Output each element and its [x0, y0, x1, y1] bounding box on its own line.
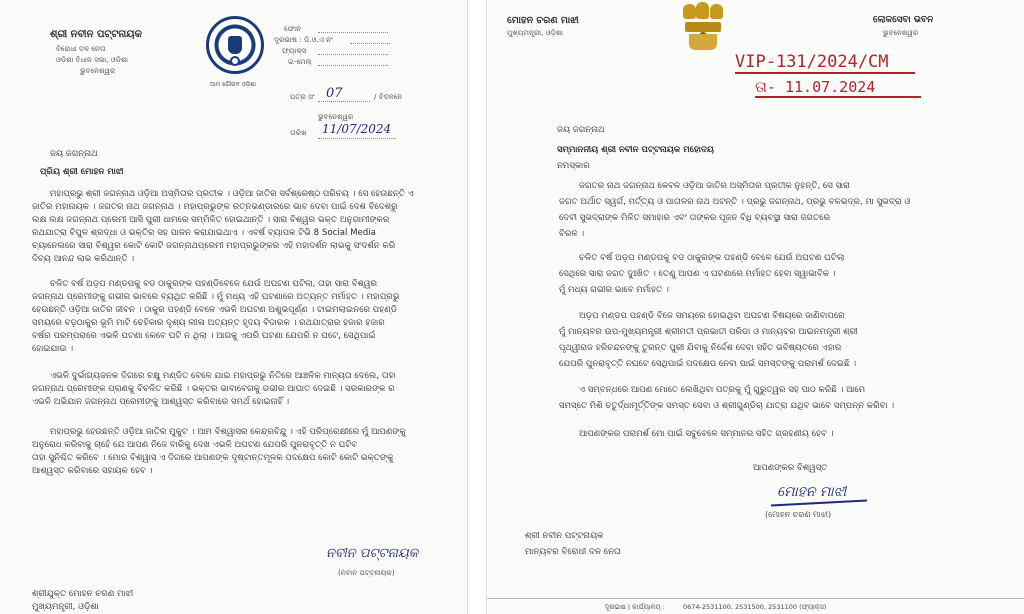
left-recipient-title: ମୁଖ୍ୟମନ୍ତ୍ରୀ, ଓଡ଼ିଶା [32, 602, 99, 612]
right-recipient-title: ମାନ୍ୟବର ବିରୋଧୀ ଦଳ ନେତା [525, 547, 621, 557]
right-closing-line: ଆପଣଙ୍କର ପରାମର୍ଶ ମୋ ପାଇଁ ସବୁବେଳେ ସମ୍ମାନର ସହିତ ଗ୍ରହଣୀୟ ହେବ । [579, 429, 834, 439]
footer-phone-label: ଦୂରଭାଷ | କାର୍ଯ୍ୟାଳୟ : [605, 603, 665, 611]
reference-number-stamp: VIP-131/2024/CM [735, 52, 889, 72]
right-address-building: ଲୋକସେବା ଭବନ [873, 15, 934, 25]
right-body-line: ସମସ୍ତେ ମିଶି ଚତୁର୍ଦ୍ଧାମୂର୍ତ୍ତିଙ୍କ ସମସ୍ତ ସେବା ଓ ଶ୍ରୀଗୁଣ୍ଡିଚା ଯାତ୍ରା ଯଥିବ ଭାବେ ସମ୍ପନ୍ନ କରିବା । [559, 401, 895, 411]
contact-email-label: ଇ-ମେଲ୍ [288, 57, 312, 66]
right-sender-name: ମୋହନ ଚରଣ ମାଝୀ [507, 15, 579, 26]
right-body-line: ପୃଥ୍ୱୀରାଜ ହରିଚନ୍ଦନଙ୍କୁ ତୁରନ୍ତ ପୁରୀ ଯିବାକୁ ନିର୍ଦ୍ଦେଶ ଦେବା ସହିତ ଭବିଷ୍ୟତରେ ଏହାର [559, 343, 842, 353]
left-body-line: ରଥଯାତ୍ରା ବିପୁଳ ଶ୍ରଦ୍ଧା ଓ ଭକ୍ତିର ସହ ପାଳନ କରାଯାଇଥାଏ । ଏବର୍ଷ ବ୍ୟାପକ ଟିଭି 8 Social Media [32, 228, 376, 238]
right-body-line: ସେଥିରେ ସାରା ଜଗତ ଦୁଃଖିତ । ତେଣୁ ଆପଣ ଏ ଘଟଣାରେ ମର୍ମାହତ ହେବା ସ୍ୱାଭାବିକ । [559, 269, 836, 279]
letter-number-label: ପତ୍ର ସଂ [290, 92, 315, 101]
left-body-line: ବର୍ଷର ପରମ୍ପରାରେ ଏଭଳି ଘଟଣା କେବେ ଘଟି ନ ଥିଲା । ଆଗକୁ ଏପରି ଘଟଣା ଯେପରି ନ ଘଟେ, ସେଥିପାଇଁ [32, 331, 376, 341]
letter-number-value: 07 [326, 86, 343, 101]
left-body-line: ଜଗନ୍ନାଥ ପ୍ରେମୀଙ୍କ ପ୍ରାଣକୁ ବିଚଳିତ କରିଛି । ଭକ୍ତର ଭାବାବେଗକୁ ଗଭୀର ଆଘାତ ଦେଇଛି । ସରକାରଙ୍କ ର [32, 384, 395, 394]
contact-fax-label: ଫ୍ୟାକ୍ସ [282, 46, 307, 55]
right-address-city: ଭୁବନେଶ୍ୱର [883, 28, 919, 37]
right-body-line: ଏ ସମ୍ବନ୍ଧରେ ଆପଣ ମୋତେ ଲେଖିଥିବା ପତ୍ରକୁ ମୁଁ ଗୁରୁତ୍ୱର ସହ ପାଠ କରିଛି । ଆମେ [579, 385, 866, 395]
left-signature-name: (ନବୀନ ପଟ୍ଟନାୟକ) [338, 568, 395, 577]
right-body-line: ମୁଁ ମଧ୍ୟ ଗଭୀର ଭାବେ ମର୍ମାହତ । [559, 285, 669, 295]
right-invocation: ଜୟ ଜଗନ୍ନାଥ [557, 125, 605, 135]
left-body-line: ଲକ୍ଷ ଲକ୍ଷ ଜଗନ୍ନାଥ ପ୍ରେମୀ ଆସି ପୁରୀ ଧାମରେ ସମ୍ମିଳିତ ହୋଇଥାନ୍ତି । ସାରା ବିଶ୍ୱର ଭକ୍ତ ଅନୁଗାମୀଙ୍କର [32, 215, 390, 225]
left-body-line: ସମୟରେ ବଡ଼ଠାକୁର ଭୂମି ମାଟି ଚେହିକାର ଦୃଶ୍ୟ ଲୀଳା ଅତ୍ୟନ୍ତ ହୃଦୟ ବିଦାରକ । ରଥଯାତ୍ରାର ହଜାର ହଜାର [32, 318, 385, 328]
right-body-line: ବିରଳ । [559, 229, 585, 239]
footer-phone-numbers: 0674-2531100, 2531500, 2531100 (ଫ୍ୟାକ୍ସ) [683, 603, 827, 611]
left-body-line: ହେଉଛନ୍ତି ଓଡ଼ିଆ ଜାତିର ଜୀବନ । ଠାକୁର ପହଣ୍ଡି ବେଳେ ଏଭଳି ଅଘଟଣ ଅଶୁଭପୂର୍ଣ୍ଣ । ଟାଇମଲାଇନରେ ପହଣ୍ଡି [32, 305, 398, 315]
left-body-line: ଚଳିତ ବର୍ଷ ଅଡ଼ପ ମଣ୍ଡପକୁ ବଡ ଠାକୁରଙ୍କ ପହଣ୍ଡିବେଳେ ଯେଉଁ ଅଘଟଣ ଘଟିଲା, ତାହା ସାରା ବିଶ୍ୱର [50, 279, 378, 289]
right-signature: ମୋହନ ମାଝୀ [777, 484, 847, 500]
right-greeting: ନମସ୍କାର [557, 161, 590, 171]
right-sender-title: ମୁଖ୍ୟମନ୍ତ୍ରୀ, ଓଡ଼ିଶା [507, 28, 563, 37]
left-body-line: ତାହା ସୁନିଶ୍ଚିତ କରିବେ । ମୋର ବିଶ୍ୱାସ ଏ ଦିଗରେ ଆପଣଙ୍କ ଦୃଷ୍ଟାନ୍ତମୂଳକ ପଦକ୍ଷେପ କୋଟି କୋଟି ଭକ୍ତଙ୍କୁ [32, 453, 394, 463]
right-addressee: ସମ୍ମାନନୀୟ ଶ୍ରୀ ନବୀନ ପଟ୍ଟନାୟକ ମହୋଦୟ [557, 145, 714, 155]
left-body-line: ଏଭଳି ଦୁର୍ଭାଗ୍ୟଜନକ ଦିଗରେ ଚକ୍ଷୁ ମଣ୍ଡିତ ବେଳେ ଯାଇ ମହାପ୍ରଭୁ ନିତିରେ ଆଞ୍ଚଳିକ ମାନ୍ୟତା ଦେଲେ, ତାହା [50, 371, 396, 381]
right-body-line: ଜଗତ ଅର୍ଥାତ ସ୍ୱର୍ଗ, ମର୍ତ୍ତ୍ୟ ଓ ପାତାଳର ନାଥ ଅଟନ୍ତି । ପ୍ରଭୁ ଜଗନ୍ନାଥ, ପ୍ରଭୁ ବଳଭଦ୍ର, ମା ସୁଭଦ୍ରା ଓ [559, 197, 911, 207]
right-body-line: ଯେପରି ପୁନରାବୃତ୍ତି ନଘଟେ ସେଥିପାଇଁ ପଦକ୍ଷେପ ନେବା ପାଇଁ ସମସ୍ତଙ୍କୁ ପରାମର୍ଶ ଦେଇଛି । [559, 359, 857, 369]
left-signature: ନବୀନ ପଟ୍ଟନାୟକ [326, 546, 419, 561]
left-letter [0, 0, 468, 614]
ashoka-emblem-icon [683, 2, 723, 54]
left-sender-assembly: ଓଡ଼ିଶା ବିଧାନ ସଭା, ଓଡ଼ିଶା [56, 55, 129, 64]
left-body-line: ଏଭଳି ଅଭିଯାନ ଜଗନ୍ନାଥ ପ୍ରେମୀଙ୍କୁ ଆଶ୍ୱସ୍ତ କରିବାରେ ସମର୍ଥ ହୋଇନାହିଁ । [32, 397, 290, 407]
left-body-line: ଆଶ୍ୱସ୍ତ କରିବାରେ ସହାୟକ ହେବ । [32, 466, 153, 476]
left-invocation: ଜୟ ଜଗନ୍ନାଥ [50, 149, 98, 159]
right-yours: ଆପଣଙ୍କର ବିଶ୍ୱସ୍ତ [753, 463, 828, 473]
right-body-line: ଦେବୀ ସୁଭଦ୍ରାଙ୍କ ମିଳିତ ସମାହାର ଏବଂ ତାଙ୍କର ପୂଜନ ବିଧି ବ୍ୟବସ୍ଥା ସାରା ଜଗତରେ [559, 213, 831, 223]
right-signature-name: (ମୋହନ ଚରଣ ମାଝୀ) [765, 510, 832, 519]
right-recipient-name: ଶ୍ରୀ ନବୀନ ପଟ୍ଟନାୟକ [525, 531, 604, 541]
left-body-line: ଜଗନ୍ନାଥ ପ୍ରେମୀଙ୍କୁ ଗଭୀର ଭାବରେ ବ୍ୟଥିତ କରିଛି । ମୁଁ ମଧ୍ୟ ଏହି ଘଟଣାରେ ଅତ୍ୟନ୍ତ ମର୍ମାହତ । ମହାପ୍ରଭୁ [32, 292, 400, 302]
letter-place: ଭୁବନେଶ୍ୱର [318, 112, 354, 121]
left-body-line: ଚ୍ୟାନେଲରେ ସାରା ବିଶ୍ୱର କୋଟି କୋଟି ଜଗନ୍ନାଥପ୍ରେମୀ ମହାପ୍ରଭୁଙ୍କର ଏହି ମହାଦର୍ଶନ ଲାଭକୁ ସଂଦର୍ଶନ କରି [32, 241, 396, 251]
left-body-line: ହୋଇଯାଉ । [32, 344, 74, 354]
date-value: 11/07/2024 [322, 122, 392, 136]
left-sender-city: ଭୁବନେଶ୍ୱର [80, 66, 116, 75]
left-body-line: ଜାତିର ମହାନାୟକ । ଜଗତର ନାଥ ଜଗନ୍ନାଥ । ମହାପ୍ରଭୁଙ୍କ ରତ୍ନଭଣ୍ଡାରରେ ଭାବ ଦେବା ପାଇଁ ଦେଶ ବିଦେଶରୁ [32, 202, 398, 212]
date-stamp: ତା- 11.07.2024 [755, 78, 876, 96]
emblem-caption: ଆମ ଗୌରବ ଓଡ଼ିଶା [210, 81, 256, 88]
contact-office-label: ଦୂରଭାଷ : ଡି.ଓ.ଏ ନଂ [274, 35, 333, 44]
left-body-line: ମହାପ୍ରଭୁ ଶ୍ରୀ ଜଗନ୍ନାଥ ଓଡ଼ିଆ ଅସ୍ମିତାର ପ୍ରତୀକ । ଓଡ଼ିଆ ଜାତିର ସର୍ବଶ୍ରେଷ୍ଠ ପରିଚୟ । ସେ ହେଉଛନ୍ତି ଏ [50, 189, 414, 199]
right-body-line: ଜଗତର ନାଥ ଜଗନ୍ନାଥ କେବଳ ଓଡ଼ିଆ ଜାତିର ଅସ୍ମିତାର ପ୍ରତୀକ ନୁହନ୍ତି, ସେ ସାରା [579, 181, 850, 191]
right-letter [486, 0, 1024, 614]
left-body-line: ମହାପ୍ରଭୁ ହେଉଛନ୍ତି ଓଡ଼ିଆ ଜାତିର ମୁକୁଟ । ଆମ ବିଶ୍ୱାସର କେନ୍ଦ୍ରବିନ୍ଦୁ । ଏହି ପରିପ୍ରେକ୍ଷୀରେ ମୁଁ ଆପଣଙ୍କୁ [50, 427, 406, 437]
left-sender-name: ଶ୍ରୀ ନବୀନ ପଟ୍ଟନାୟକ [50, 29, 142, 40]
footer-divider [487, 598, 1024, 599]
right-body-line: ମୁଁ ମାନ୍ୟବର ଉପ-ମୁଖ୍ୟମନ୍ତ୍ରୀ ଶ୍ରୀମତୀ ପ୍ରଭାତୀ ପରିଡା ଓ ମାନ୍ୟବର ଆଇନମନ୍ତ୍ରୀ ଶ୍ରୀ [559, 327, 858, 337]
left-recipient-name: ଶ୍ରୀଯୁକ୍ତ ମୋହନ ଚରଣ ମାଝୀ [32, 589, 134, 599]
right-body-line: ଅଡ଼ପ ମଣ୍ଡପ ପହଣ୍ଡି ବିଜେ ସମୟରେ ହୋଇଥିବା ଅଘଟଣ ବିଷୟରେ ଜାଣିବାପରେ [579, 311, 845, 321]
odisha-emblem-icon [206, 16, 264, 74]
left-sender-designation: ବିରୋଧୀ ଦଳ ନେତା [56, 44, 106, 53]
left-body-line: ଅନୁରୋଧ କରିବାକୁ ଚାହେଁ ଯେ ଆପଣ ନିଜେ ବାରିକୁ ଦେଖ ଏଭଳି ଅଘଟଣ ଯେପରି ପୁନରାବୃତ୍ତି ନ ଘଟିବ [32, 440, 358, 450]
left-salutation: ପ୍ରିୟ ଶ୍ରୀ ମୋହନ ମାଝୀ [40, 167, 124, 177]
left-body-line: ଦିବ୍ୟ ଆନନ୍ଦ ଲାଭ କରିଥାନ୍ତି । [32, 254, 135, 264]
right-body-line: ଚଳିତ ବର୍ଷ ଅଡ଼ପ ମଣ୍ଡପକୁ ବଡ ଠାକୁରଙ୍କ ପହଣ୍ଡି ବେଳେ ଯେଉଁ ଅଘଟଣ ଘଟିଲା [579, 253, 845, 263]
contact-phone-label: ଫୋନ [284, 24, 302, 33]
letter-number-suffix: / ବିଦଳନେ [374, 92, 403, 101]
date-label: ତାରିଖ [290, 128, 307, 137]
